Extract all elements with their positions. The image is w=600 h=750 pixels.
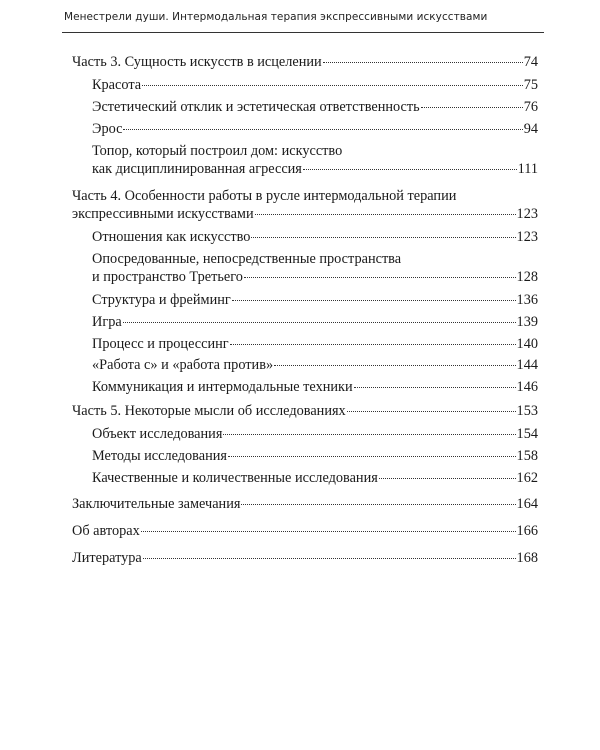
toc-entry-title-line-2: как дисциплинированная агрессия <box>92 161 302 177</box>
toc-page-number: 74 <box>523 54 538 70</box>
toc-item-research-object[interactable] <box>92 425 538 443</box>
leader-dots <box>323 62 523 63</box>
leader-dots <box>141 531 516 532</box>
toc-entry-title: Часть 3. Сущность искусств в исцелении <box>72 54 322 70</box>
toc-page-number: 75 <box>523 77 538 93</box>
toc-page-number: 140 <box>516 336 538 352</box>
toc-entry-title-line-2: экспрессивными искусствами <box>72 206 254 222</box>
toc-page-number: 94 <box>523 121 538 137</box>
toc-literature[interactable] <box>72 549 538 567</box>
toc-page-number: 154 <box>516 426 538 442</box>
toc-entry-title: Методы исследования <box>92 448 227 464</box>
toc-item-aesthetic-response[interactable] <box>92 98 538 116</box>
toc-page-number: 123 <box>516 206 538 222</box>
toc-entry-title: Процесс и процессинг <box>92 336 229 352</box>
toc-page-number: 136 <box>516 292 538 308</box>
toc-entry-title: Коммуникация и интермодальные техники <box>92 379 353 395</box>
toc-item-beauty[interactable] <box>92 76 538 94</box>
leader-dots <box>379 478 516 479</box>
toc-entry-title: Качественные и количественные исследования <box>92 470 378 486</box>
toc-item-research-methods[interactable] <box>92 447 538 465</box>
leader-dots <box>232 300 516 301</box>
toc-page-number: 76 <box>523 99 538 115</box>
running-head: Менестрели души. Интермодальная терапия экспрессивными искусствами <box>64 11 488 23</box>
toc-item-structure[interactable] <box>92 291 538 309</box>
toc-item-axe[interactable] <box>92 142 538 178</box>
leader-dots <box>354 387 516 388</box>
toc-part-5[interactable] <box>72 402 538 420</box>
leader-dots <box>274 365 515 366</box>
toc-entry-title: Отношения как искусство <box>92 229 251 245</box>
toc-page-number: 164 <box>516 496 538 512</box>
toc-entry-title: Игра <box>92 314 122 330</box>
toc-entry-title: Литература <box>72 550 142 566</box>
toc-item-communication[interactable] <box>92 378 538 396</box>
leader-dots <box>228 456 516 457</box>
toc-closing-remarks[interactable] <box>72 495 538 513</box>
toc-item-spaces[interactable] <box>92 250 538 286</box>
leader-dots <box>241 504 515 505</box>
leader-dots <box>142 85 523 86</box>
toc-page-number: 166 <box>516 523 538 539</box>
leader-dots <box>251 237 515 238</box>
toc-page-number: 162 <box>516 470 538 486</box>
toc-page-number: 139 <box>516 314 538 330</box>
toc-page-number: 128 <box>516 269 538 285</box>
leader-dots <box>123 322 516 323</box>
leader-dots <box>230 344 516 345</box>
toc-item-qual-quant[interactable] <box>92 469 538 487</box>
toc-page-number: 123 <box>516 229 538 245</box>
toc-entry-title-line-2: и пространство Третьего <box>92 269 243 285</box>
toc-entry-title-line-1: Часть 4. Особенности работы в русле интермодальной терапии <box>72 188 457 204</box>
leader-dots <box>244 277 516 278</box>
toc-entry-title: Эрос <box>92 121 123 137</box>
leader-dots <box>347 411 516 412</box>
toc-page-number: 111 <box>517 161 538 177</box>
leader-dots <box>255 214 516 215</box>
toc-page-number: 146 <box>516 379 538 395</box>
toc-entry-title: Объект исследования <box>92 426 223 442</box>
toc-entry-title-line-1: Опосредованные, непосредственные пространства <box>92 251 402 267</box>
toc-item-work-with[interactable] <box>92 356 538 374</box>
toc-page-number: 144 <box>516 357 538 373</box>
toc-page-number: 158 <box>516 448 538 464</box>
toc-item-process[interactable] <box>92 335 538 353</box>
toc-item-relations[interactable] <box>92 228 538 246</box>
leader-dots <box>143 558 516 559</box>
toc-page-number: 153 <box>516 403 538 419</box>
toc-about-authors[interactable] <box>72 522 538 540</box>
toc-item-eros[interactable] <box>92 120 538 138</box>
leader-dots <box>223 434 515 435</box>
toc-entry-title: Эстетический отклик и эстетическая ответственность <box>92 99 420 115</box>
toc-page-number: 168 <box>516 550 538 566</box>
leader-dots <box>303 169 517 170</box>
toc-item-play[interactable] <box>92 313 538 331</box>
toc-entry-title: Красота <box>92 77 142 93</box>
toc-entry-title-line-1: Топор, который построил дом: искусство <box>92 143 343 159</box>
leader-dots <box>123 129 522 130</box>
toc-entry-title: Структура и фрейминг <box>92 292 231 308</box>
toc-part-3[interactable] <box>72 53 538 71</box>
leader-dots <box>421 107 523 108</box>
toc-entry-title: Часть 5. Некоторые мысли об исследованиях <box>72 403 346 419</box>
toc-entry-title: Заключительные замечания <box>72 496 241 512</box>
toc-entry-title: «Работа с» и «работа против» <box>92 357 274 373</box>
toc-part-4[interactable] <box>72 187 538 223</box>
toc-entry-title: Об авторах <box>72 523 140 539</box>
